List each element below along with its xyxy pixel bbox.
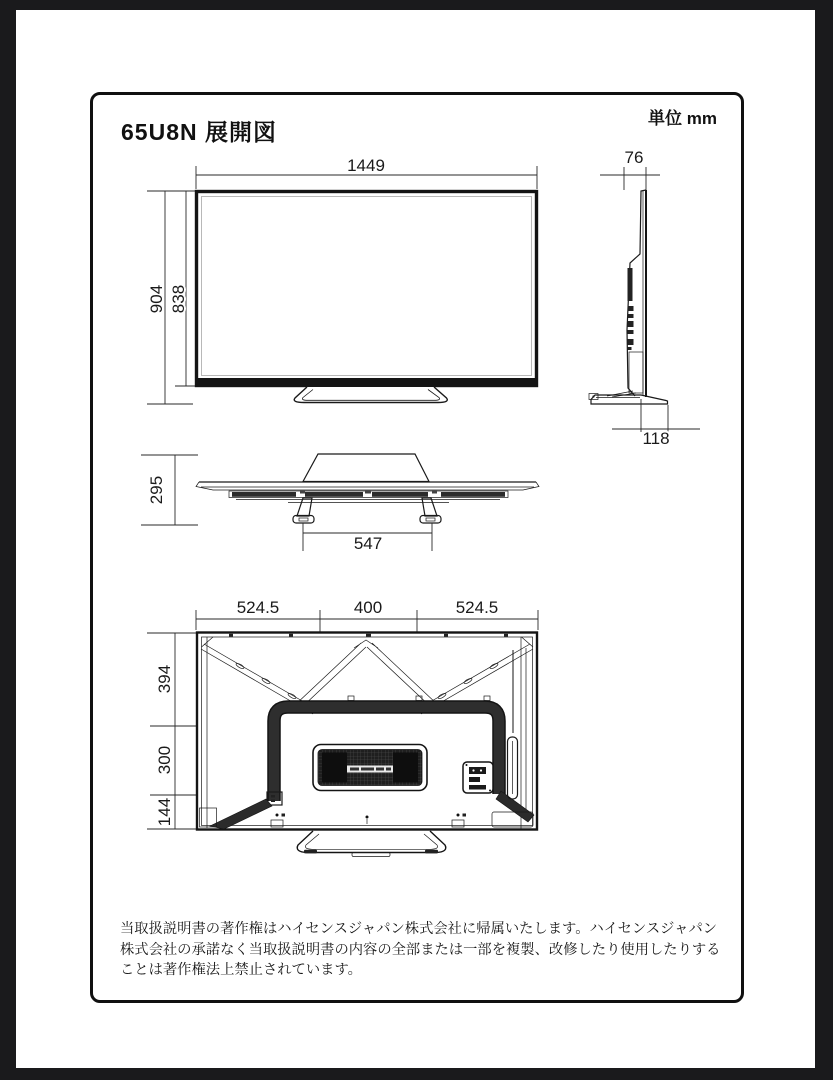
side-view: [589, 148, 700, 448]
tv-top-back-bulge: [303, 454, 429, 482]
dim-top-stand-span: 547: [353, 534, 383, 553]
dim-front-width: 1449: [347, 156, 385, 175]
copyright-text: 当取扱説明書の著作権はハイセンスジャパン株式会社に帰属いたします。ハイセンスジャパン株式会社の承諾なく当取扱説明書の内容の全部または一部を複製、改修したり使用したりすることは著作権法上禁止されています。: [120, 921, 721, 979]
dim-rear-top-right: 524.5: [455, 598, 499, 617]
tv-top-outline: [196, 482, 539, 503]
rear-speaker-box: [313, 745, 427, 791]
page-title: 65U8N 展開図: [121, 119, 277, 146]
rear-view: [147, 598, 538, 857]
dim-rear-vesa-width: 400: [353, 598, 383, 617]
top-view: [141, 454, 539, 553]
tv-rear-stand: [297, 831, 446, 857]
tv-top-stand-legs: [293, 498, 441, 523]
dim-side-stand-depth: 118: [642, 429, 670, 448]
unit-label: 単位 mm: [648, 109, 717, 128]
tv-front-stand: [294, 387, 447, 403]
tv-side-outline: [627, 190, 646, 397]
dim-rear-top-left: 524.5: [236, 598, 280, 617]
dim-rear-lower-height: 144: [155, 797, 174, 827]
dim-rear-upper-height: 394: [155, 664, 174, 694]
dim-top-depth: 295: [147, 475, 166, 505]
tv-rear-outline: [197, 633, 537, 830]
side-connector-ports: [628, 306, 634, 350]
dim-front-total-height: 904: [147, 284, 166, 314]
front-view: [147, 156, 537, 404]
tv-side-stand: [589, 391, 668, 404]
tv-front-outline: [197, 192, 537, 389]
dim-side-depth: 76: [624, 148, 644, 167]
rear-connection-panel: [463, 762, 493, 793]
dim-rear-middle-height: 300: [155, 745, 174, 775]
dim-front-panel-height: 838: [169, 284, 188, 314]
